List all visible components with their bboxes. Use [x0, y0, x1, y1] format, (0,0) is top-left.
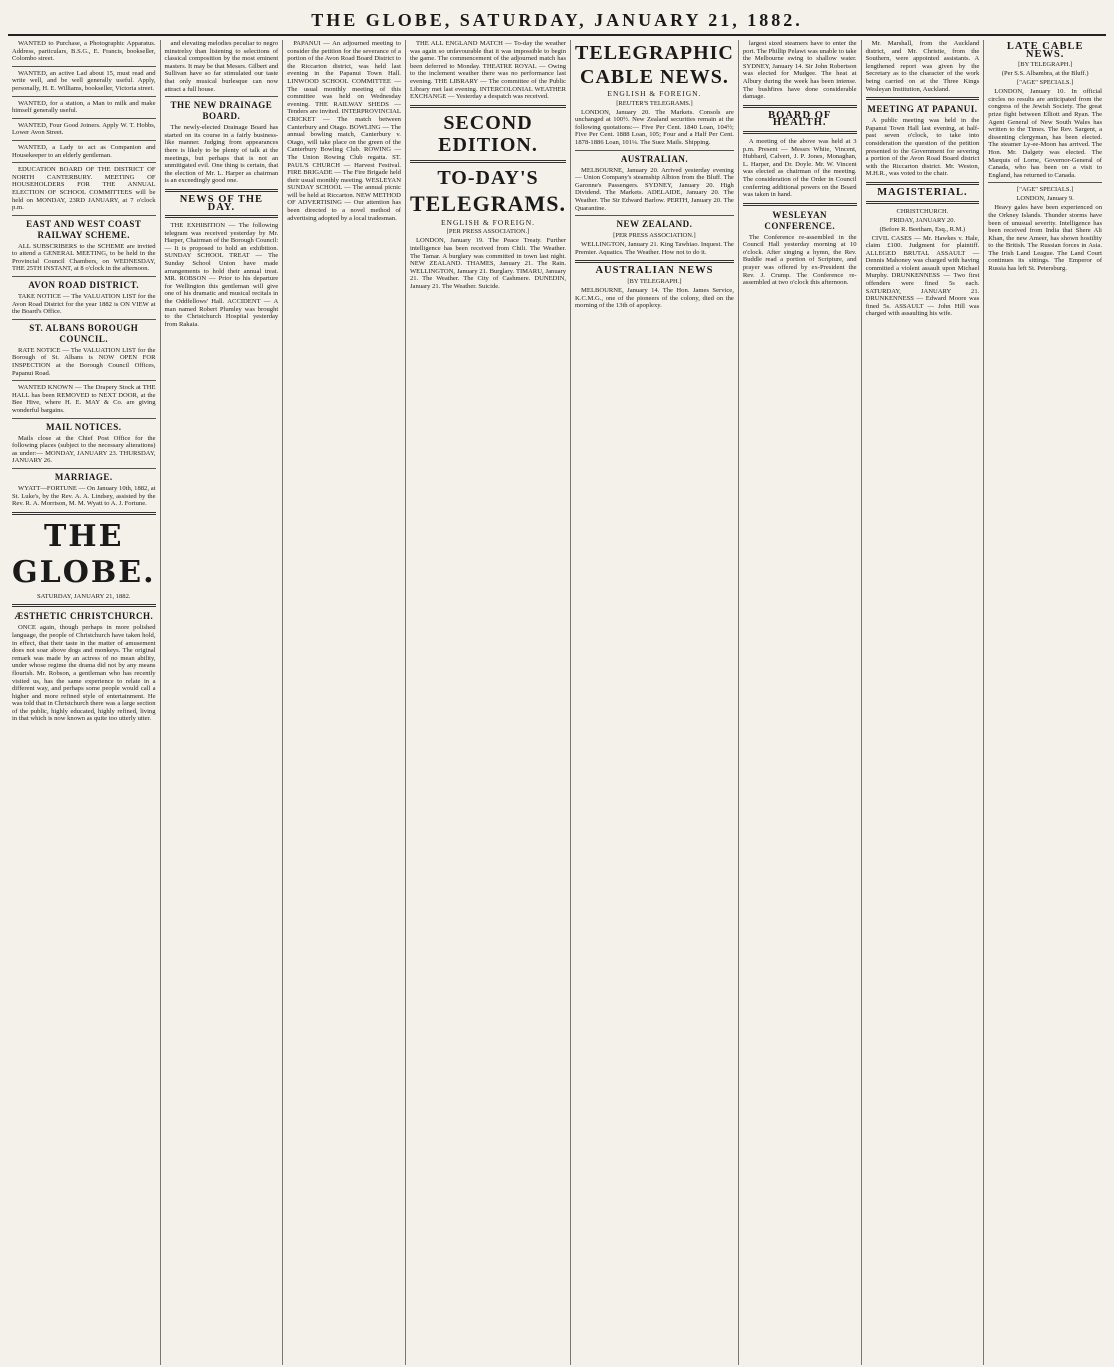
ad-companion: WANTED, a Lady to act as Companion and Housekeeper to an elderly gentleman.	[12, 143, 156, 159]
age-london-date: LONDON, January 9.	[1016, 195, 1074, 203]
board-health-text: A meeting of the above was held at 3 p.m. Present — Messrs White, Vincent, Hubbard, Calvert, J. P. Jones, Monaghan, L. Harper, and Dr. Doyle. Mr. W. Vincent was elected as chairman of the meeting. The consideration of the Order in Council conferring additional powers on the Board was taken in hand.	[742, 137, 857, 199]
mail-heading: MAIL NOTICES.	[45, 421, 122, 432]
late-cable-heading: LATE CABLE NEWS.	[1006, 41, 1084, 60]
marriage-heading: MARRIAGE.	[54, 471, 113, 482]
railway-heading: EAST AND WEST COAST RAILWAY SCHEME.	[26, 218, 142, 240]
education-notice: EDUCATION BOARD OF THE DISTRICT OF NORTH CANTERBURY. MEETING OF HOUSEHOLDERS FOR THE ANNUAL ELECTION OF SCHOOL COMMITTEES will be held on MONDAY, 23RD JANUARY, at 7 o'clock p.m.	[12, 166, 156, 212]
editorial-continued: and elevating melodies peculiar to negro minstrelsy than listening to selections of classical composition by the most eminent masters. It may be that Messrs. Gilbert and Sullivan have so far stimulated our taste that only musical burlesque can now attract a full house.	[164, 40, 279, 93]
australian-news-text: MELBOURNE, January 14. The Hon. James Service, K.C.M.G., one of the pioneers of the colony, died on the morning of the 13th of apoplexy.	[575, 286, 734, 310]
magisterial-date: FRIDAY, JANUARY 20.	[889, 216, 956, 224]
magisterial-judge: (Before R. Beetham, Esq., R.M.)	[879, 225, 966, 233]
telegrams-text: LONDON, January 19. The Peace Treaty. Further intelligence has been received from Chili. The Weather. The Tamar. A burglary was committed in town last night. NEW ZEALAND. THAMES, January 21. The Rain. WELLINGTON, January 21. Burglary. TIMARU, January 21. The Weather. The City of Cashmere. DUNEDIN, January 21. The Weather. Suicide.	[409, 237, 567, 290]
nz-press-note: [PER PRESS ASSOCIATION.]	[613, 232, 696, 240]
australian-news-heading: AUSTRALIAN NEWS	[595, 265, 714, 277]
cable-news-heading: CABLE NEWS.	[580, 66, 729, 88]
marriage-notice: WYATT—FORTUNE — On January 10th, 1882, at St. Luke's, by the Rev. A. A. Lindsey, assisted by the Rev. R. A. Morrison, M. M. Wyatt to A. J. Fortune.	[12, 484, 156, 508]
column-8	[984, 40, 1106, 1365]
stalbans-notice: RATE NOTICE — The VALUATION LIST for the Borough of St. Albans is NOW OPEN FOR INSPECTION at the Borough Council Offices, Papanui Road.	[12, 346, 156, 377]
cable-english-foreign: ENGLISH & FOREIGN.	[607, 89, 702, 98]
sporting-text: THE ALL ENGLAND MATCH — To-day the weather was again so unfavourable that it was impossible to begin the game. The commencement of the adjourned match has been deferred to Monday. THEATRE ROYAL — Owing to the inclement weather there was no performance last evening. THE LIBRARY — The committee of the Public Library met last evening. INTERCOLONIAL WEATHER EXCHANGE — Yesterday a despatch was received.	[409, 40, 567, 101]
column-6	[739, 40, 862, 1365]
mail-notice: Mails close at the Chief Post Office for the following places (subject to the necessary alterations) as under:— MONDAY, JANUARY 23. THURSDAY, JANUARY 26.	[12, 434, 156, 465]
globe-logo: THE GLOBE.	[12, 518, 156, 590]
australian-news-sub: [BY TELEGRAPH.]	[627, 277, 682, 285]
ad-joiners: WANTED, Four Good Joiners. Apply W. T. Hobbs, Lower Avon Street.	[12, 121, 156, 137]
ad-lad: WANTED, an active Lad about 15, must read and write well, and be well generally useful. Apply, personally, H. E. Williams, bookseller, Victoria street.	[12, 69, 156, 92]
magisterial-text: CIVIL CASES — Mr. Hawkes v. Hale, claim £100. Judgment for plaintiff. ALLEGED BRUTAL ASSAULT — Dennis Mahoney was charged with having committed a violent assault upon Michael Murphy. DRUNKENNESS — Two first offenders were fined 5s each. SATURDAY, JANUARY 21. DRUNKENNESS — Edward Moore was fined 5s. ASSAULT — John Hill was charged with assaulting his wife.	[865, 234, 980, 318]
railway-notice: ALL SUBSCRIBERS to the SCHEME are invited to attend a GENERAL MEETING, to be held in the Provincial Council Chambers, on WEDNESDAY, THE 25TH INSTANT, at 8 o'clock in the afternoon.	[12, 242, 156, 273]
masthead: THE GLOBE, SATURDAY, JANUARY 21, 1882.	[8, 6, 1106, 36]
columns	[8, 40, 1106, 1365]
globe-dateline: SATURDAY, JANUARY 21, 1882.	[36, 592, 131, 600]
late-cable-agency: ["AGE" SPECIALS.]	[1017, 79, 1074, 87]
column-2	[161, 40, 284, 1365]
ad-photographic: WANTED to Purchase, a Photographic Apparatus. Address, particulars, B.S.G., E. Francis, bookseller, Colombo street.	[12, 40, 156, 63]
papanui-heading: MEETING AT PAPANUI.	[867, 104, 978, 115]
board-health-heading: BOARD OF HEALTH.	[768, 109, 832, 129]
shipping-text: largest sized steamers have to enter the port. The Phillip Pelawi was unable to take the Melbourne swing to shallow water. SYDNEY, January 14. Sir John Robertson was elected for Mudgee. The heat at Albury during the week has been intense. The bushfires have done considerable damage.	[742, 40, 857, 101]
conference-continued: Mr. Marshall, from the Auckland district, and Mr. Christie, from the Southern, were appointed assistants. A lengthened report was given by the Secretary as to the character of the work being carried on at the Three Kings Wesleyan Institution, Auckland.	[865, 40, 980, 93]
late-cable-text: LONDON, January 10. In official circles no results are anticipated from the congress of the Jewish Society. The great prize fight between Elliott and Ryan. The Agent General of New South Wales has written to the Times. The Rev. Sargent, a dissenting clergyman, has been elected. The steamer Ly-ee-Moon has arrived. The Hon. Mr. Dalgety was elected. The Marquis of Lorne, Governor-General of Canada, who has been on a visit to England, has returned to Canada.	[988, 88, 1103, 179]
todays-heading: TO-DAY'S	[437, 166, 539, 189]
editorial-text: ONCE again, though perhaps in more polished language, the people of Christchurch have taken hold, in effect, that their taste in the matter of amusement does not soar above dogs and monkeys. The original remark was made by an actress of no mean ability, under whose regime the drama did not by any means flourish. Mr. Robson, a gentleman who has recently visited us, has the same experience to relate in a different way, and perhaps some people would call a higher and more refined style of entertainment. He was told that in Christchurch there was a large section of the public, highly educated, highly refined, living in that which is now known as quite too utterly utter.	[12, 624, 156, 723]
telegrams-heading: TELEGRAMS.	[409, 190, 567, 216]
drainage-heading: THE NEW DRAINAGE BOARD.	[170, 100, 273, 122]
age-specials-heading: ["AGE" SPECIALS.]	[1017, 186, 1074, 194]
telegraphic-heading: TELEGRAPHIC	[575, 42, 734, 64]
age-specials-text: Heavy gales have been experienced on the Orkney Islands. Thunder storms have been of unusual severity. Intelligence has been received from India that Shere Ali Khan, the new Ameer, has shown hostility to the British. The Russian forces in Asia. The Irish Land League. The Land Court continues its sittings. The Emperor of Russia has left St. Petersburg.	[988, 204, 1103, 273]
news-heading: NEWS OF THE DAY.	[179, 193, 264, 213]
ad-station-man: WANTED, for a station, a Man to milk and make himself generally useful.	[12, 99, 156, 115]
news-text: THE EXHIBITION — The following telegram was received yesterday by Mr. Harper, Chairman of the Borough Council: — It is proposed to hold an exhibition. SUNDAY SCHOOL TREAT — The Sunday School Union have made arrangements to hold their annual treat. MR. ROBSON — Prior to his departure for Wellington this gentleman will give one of his dramatic and musical recitals in the Oddfellows' Hall. ACCIDENT — A man named Robert Plumley was brought to the Christchurch Hospital yesterday from Rakaia.	[164, 222, 279, 328]
avon-heading: AVON ROAD DISTRICT.	[28, 280, 140, 291]
local-news-text: PAPANUI — An adjourned meeting to consider the petition for the severance of a portion of the Avon Road Board District to the Riccarton district, was held last evening in the Papanui Town Hall. LINWOOD SCHOOL COMMITTEE — The usual monthly meeting of this committee was held on Wednesday evening. THE RAILWAY SHEDS — Tenders are invited. INTERPROVINCIAL CRICKET — The match between Canterbury and Otago. BOWLING — The annual bowling match, Canterbury v. Otago, will take place on the green of the Canterbury Bowling Club. ROWING — The Union Rowing Club regatta. ST. PAUL'S CHURCH — Harvest Festival. FIRE BRIGADE — The Fire Brigade held their usual monthly meeting. WESLEYAN SUNDAY SCHOOL — The annual picnic will be held at Riccarton. NEW METHOD OF ADVERTISING — Our attention has been directed to a novel method of advertising adopted by a local tradesman.	[287, 40, 401, 222]
late-cable-sub2: (Per S.S. Albambra, at the Bluff.)	[1001, 70, 1089, 78]
london-text: LONDON, January 20. The Markets. Consols are unchanged at 100½. New Zealand securities remain at the following quotations:— Five Per Cent. 1840 Loan, 104½; Five Per Cent. 1888 Loan, 105; Four and a Half Per Cent. 1878-1886 Loan, 101¼. The Suez Mails. Shipping.	[575, 108, 734, 146]
english-foreign-subhead: ENGLISH & FOREIGN.	[440, 217, 536, 227]
drainage-text: The newly-elected Drainage Board has started on its course in a fairly business-like manner. Judging from appearances there is likely to be plenty of talk at the meetings, but perhaps that is not an unmitigated evil. One thing is certain, that the election of Mr. L. Harper as chairman is an exceedingly good one.	[164, 124, 279, 185]
wesleyan-text: The Conference re-assembled in the Council Hall yesterday morning at 10 o'clock. After singing a hymn, the Rev. Buddle read a portion of Scripture, and prayer was offered by ex-President the Rev. J. Crump. The Conference re-assembled at two o'clock this afternoon.	[742, 233, 857, 287]
column-3	[283, 40, 406, 1365]
late-cable-sub: [BY TELEGRAPH.]	[1018, 61, 1073, 69]
second-edition-heading: SECOND EDITION.	[438, 111, 538, 156]
australian-heading: AUSTRALIAN.	[620, 153, 689, 164]
column-7	[862, 40, 985, 1365]
nz-text: WELLINGTON, January 21. King Tawhiao. Inquest. The Premier. Aquatics. The Weather. How not to do it.	[575, 241, 734, 256]
editorial-heading: ÆSTHETIC CHRISTCHURCH.	[14, 611, 154, 622]
column-1	[8, 40, 161, 1365]
press-association-note: [PER PRESS ASSOCIATION.]	[446, 228, 530, 236]
magisterial-city: CHRISTCHURCH.	[896, 207, 949, 215]
nz-heading: NEW ZEALAND.	[616, 219, 693, 230]
reuters-note: [REUTER'S TELEGRAMS.]	[616, 99, 693, 107]
magisterial-heading: MAGISTERIAL.	[877, 186, 968, 198]
stalbans-heading: ST. ALBANS BOROUGH COUNCIL.	[29, 322, 139, 344]
papanui-text: A public meeting was held in the Papanui Town Hall last evening, at half-past seven o'clock, to take into consideration the question of the petition presented to the Government for severing a portion of the Avon Road Board district with the Riccarton district. Mr. Weston, M.H.R., was voted to the chair.	[865, 117, 980, 178]
avon-notice: TAKE NOTICE — The VALUATION LIST for the Avon Road District for the year 1882 is ON VIEW at the Board's Office.	[12, 293, 156, 316]
column-4	[406, 40, 571, 1365]
column-5	[571, 40, 739, 1365]
australian-text: MELBOURNE, January 20. Arrived yesterday evening — Union Company's steamship Albion from the Bluff. The Garonne's Passengers. SYDNEY, January 20. High Dividend. The Markets. ADELAIDE, January 20. The Weather. The Sir Edward Barlow. PERTH, January 20. The Quarantine.	[575, 166, 734, 212]
wesleyan-heading: WESLEYAN CONFERENCE.	[764, 209, 836, 231]
drapery-ad: WANTED KNOWN — The Drapery Stock at THE HALL has been REMOVED to NEXT DOOR, at the Bee Hive, where H. E. MAY & Co. are giving wonderful bargains.	[12, 384, 156, 414]
